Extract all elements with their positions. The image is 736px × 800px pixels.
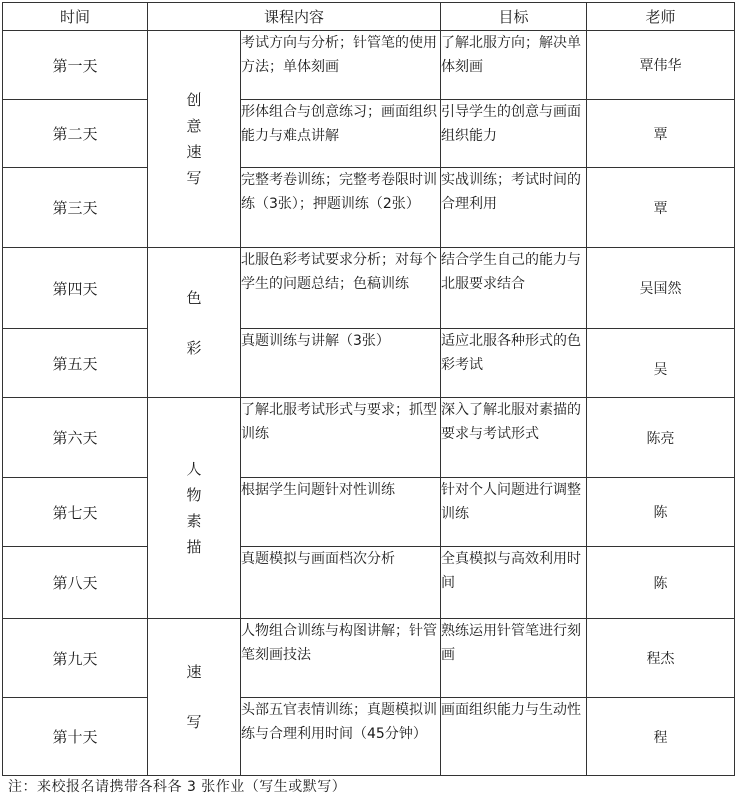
content-cell: 头部五官表情训练；真题模拟训练与合理利用时间（45分钟） bbox=[241, 698, 441, 776]
teacher-cell: 覃 bbox=[587, 168, 735, 248]
day-cell: 第四天 bbox=[3, 248, 148, 329]
category-char: 描 bbox=[186, 538, 202, 556]
category-cell bbox=[148, 248, 241, 398]
table-row bbox=[3, 619, 735, 698]
table-row bbox=[3, 31, 735, 100]
table-row bbox=[3, 168, 735, 248]
category-char: 写 bbox=[186, 169, 202, 187]
teacher-cell: 陈 bbox=[587, 547, 735, 619]
category-cell bbox=[148, 619, 241, 776]
header-time: 时间 bbox=[3, 3, 148, 31]
day-cell: 第八天 bbox=[3, 547, 148, 619]
goal-cell: 熟练运用针管笔进行刻画 bbox=[441, 619, 587, 698]
day-cell: 第一天 bbox=[3, 31, 148, 100]
teacher-cell: 程 bbox=[587, 698, 735, 776]
goal-cell: 引导学生的创意与画面组织能力 bbox=[441, 100, 587, 168]
teacher-cell: 程杰 bbox=[587, 619, 735, 698]
day-cell: 第二天 bbox=[3, 100, 148, 168]
table-row bbox=[3, 248, 735, 329]
content-cell: 完整考卷训练；完整考卷限时训练（3张）；押题训练（2张） bbox=[241, 168, 441, 248]
table-row bbox=[3, 398, 735, 478]
content-cell: 真题模拟与画面档次分析 bbox=[241, 547, 441, 619]
header-content: 课程内容 bbox=[148, 3, 441, 31]
day-cell: 第六天 bbox=[3, 398, 148, 478]
goal-cell: 全真模拟与高效利用时间 bbox=[441, 547, 587, 619]
goal-cell: 实战训练；考试时间的合理利用 bbox=[441, 168, 587, 248]
content-cell: 了解北服考试形式与要求；抓型训练 bbox=[241, 398, 441, 478]
table-row bbox=[3, 478, 735, 547]
category-char: 彩 bbox=[186, 338, 202, 357]
content-cell: 考试方向与分析；针管笔的使用方法；单体刻画 bbox=[241, 31, 441, 100]
content-cell: 根据学生问题针对性训练 bbox=[241, 478, 441, 547]
category-cell bbox=[148, 31, 241, 248]
footnote: 注：来校报名请携带各科各 3 张作业（写生或默写） bbox=[8, 779, 347, 795]
category-char: 物 bbox=[186, 486, 202, 504]
teacher-cell: 陈亮 bbox=[587, 398, 735, 478]
teacher-cell: 吴国然 bbox=[587, 248, 735, 329]
goal-cell: 适应北服各种形式的色彩考试 bbox=[441, 329, 587, 398]
category-char: 写 bbox=[186, 713, 202, 731]
header-goal: 目标 bbox=[441, 3, 587, 31]
day-cell: 第五天 bbox=[3, 329, 148, 398]
day-cell: 第九天 bbox=[3, 619, 148, 698]
category-char: 速 bbox=[186, 663, 202, 681]
day-cell: 第七天 bbox=[3, 478, 148, 547]
content-cell: 人物组合训练与构图讲解；针管笔刻画技法 bbox=[241, 619, 441, 698]
teacher-cell: 覃伟华 bbox=[587, 31, 735, 100]
table-row bbox=[3, 100, 735, 168]
category-char: 意 bbox=[186, 117, 202, 135]
content-cell: 形体组合与创意练习；画面组织能力与难点讲解 bbox=[241, 100, 441, 168]
teacher-cell: 陈 bbox=[587, 478, 735, 547]
header-row bbox=[3, 3, 735, 31]
table-row bbox=[3, 329, 735, 398]
content-cell: 北服色彩考试要求分析；对每个学生的问题总结；色稿训练 bbox=[241, 248, 441, 329]
schedule-table bbox=[2, 2, 735, 776]
table-row bbox=[3, 698, 735, 776]
content-cell: 真题训练与讲解（3张） bbox=[241, 329, 441, 398]
table-row bbox=[3, 547, 735, 619]
day-cell: 第十天 bbox=[3, 698, 148, 776]
goal-cell: 结合学生自己的能力与北服要求结合 bbox=[441, 248, 587, 329]
goal-cell: 深入了解北服对素描的要求与考试形式 bbox=[441, 398, 587, 478]
goal-cell: 画面组织能力与生动性 bbox=[441, 698, 587, 776]
category-char: 素 bbox=[186, 512, 202, 530]
goal-cell: 针对个人问题进行调整训练 bbox=[441, 478, 587, 547]
teacher-cell: 覃 bbox=[587, 100, 735, 168]
teacher-cell: 吴 bbox=[587, 329, 735, 398]
day-cell: 第三天 bbox=[3, 168, 148, 248]
category-char: 速 bbox=[186, 143, 202, 161]
category-cell bbox=[148, 398, 241, 619]
category-char: 创 bbox=[186, 91, 202, 109]
category-char: 人 bbox=[186, 460, 202, 478]
goal-cell: 了解北服方向；解决单体刻画 bbox=[441, 31, 587, 100]
header-teacher: 老师 bbox=[587, 3, 735, 31]
category-char: 色 bbox=[186, 288, 202, 307]
